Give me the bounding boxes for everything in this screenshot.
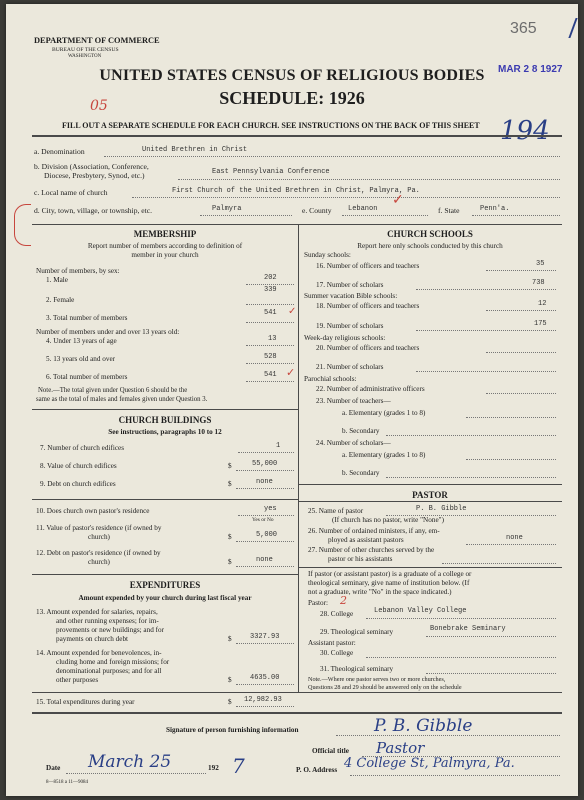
q7-label: 7. Number of church edifices — [40, 444, 125, 452]
q24-label: 24. Number of scholars— — [316, 439, 391, 447]
po-address-value: 4 College St, Palmyra, Pa. — [344, 756, 515, 771]
form-subtitle: SCHEDULE: 1926 — [219, 88, 365, 108]
q27-label: 27. Number of other churches served by the — [308, 546, 435, 554]
division-label-2: Diocese, Presbytery, Synod, etc.) — [44, 171, 145, 180]
q10-label: 10. Does church own pastor's residence — [36, 507, 150, 515]
date-label: Date — [46, 764, 61, 772]
q25-value: P. B. Gibble — [416, 505, 467, 513]
extra-value: 339 — [264, 286, 277, 294]
form-number: 8—8518 a 11—9084 — [46, 780, 89, 785]
pastor-info-3: not a graduate, write "No" in the space indicated.) — [308, 588, 452, 596]
pastor-title: PASTOR — [412, 490, 448, 500]
q19-value: 175 — [534, 320, 547, 328]
age-heading: Number of members under and over 13 years old: — [36, 328, 180, 336]
q30-label: 30. College — [320, 649, 354, 657]
q31-label: 31. Theological seminary — [320, 665, 394, 673]
sunday-heading: Sunday schools: — [304, 251, 351, 259]
instruction-line: FILL OUT A SEPARATE SCHEDULE FOR EACH CHURCH. SEE INSTRUCTIONS ON THE BACK OF THIS SHEET — [62, 121, 480, 130]
buildings-title: CHURCH BUILDINGS — [118, 415, 212, 425]
q13-label: 13. Amount expended for salaries, repairs, — [36, 608, 158, 616]
red-bracket-mark — [14, 204, 31, 246]
form-title: UNITED STATES CENSUS OF RELIGIOUS BODIES — [99, 67, 485, 84]
q27-label-2: pastor or his assistants — [328, 555, 393, 563]
po-address-label: P. O. Address — [296, 766, 338, 774]
q13-label-2: and other running expenses; for im- — [56, 617, 159, 625]
city-label: WASHINGTON — [68, 54, 102, 59]
q16-value: 35 — [536, 260, 545, 268]
pastor-info: If pastor (or assistant pastor) is a graduate of a college or — [308, 570, 472, 578]
summer-heading: Summer vacation Bible schools: — [304, 292, 398, 300]
q10-value: yes — [264, 505, 277, 513]
q12-label: 12. Debt on pastor's residence (if owned by — [36, 549, 161, 557]
q18-value: 12 — [538, 300, 547, 308]
check-mark-icon — [560, 18, 577, 38]
q17-label: 17. Number of scholars — [316, 281, 384, 289]
official-title-label: Official title — [312, 747, 349, 755]
signature-value: P. B. Gibble — [374, 716, 473, 736]
expenditures-title: EXPENDITURES — [129, 580, 201, 590]
buildings-sub: See instructions, paragraphs 10 to 12 — [108, 428, 222, 436]
bureau-label: BUREAU OF THE CENSUS — [52, 47, 119, 53]
city-value: Palmyra — [212, 205, 242, 213]
expenditures-sub: Amount expended by your church during last fiscal year — [78, 594, 252, 602]
q22-label: 22. Number of administrative officers — [316, 385, 425, 393]
membership-intro: Report number of members according to definition of — [87, 242, 243, 250]
signature-label: Signature of person furnishing information — [166, 726, 299, 734]
year-handwritten: 7 — [232, 754, 245, 778]
q13-label-3: provements or new buildings; and for — [56, 626, 164, 634]
q8-label: 8. Value of church edifices — [40, 462, 117, 470]
q17-value: 738 — [532, 279, 545, 287]
q28-label: 28. College — [320, 610, 354, 618]
department-label: DEPARTMENT OF COMMERCE — [34, 36, 160, 45]
q14-value: 4635.00 — [250, 674, 280, 682]
q14-label-4: other purposes — [56, 676, 99, 684]
stamp-date: MAR 2 8 1927 — [498, 64, 563, 75]
q8-dollar: $ — [228, 462, 232, 470]
schools-sub: Report here only schools conducted by this church — [357, 242, 503, 250]
q3-label: 3. Total number of members — [46, 314, 128, 322]
q13-label-4: payments on church debt — [56, 635, 129, 643]
county-value: Lebanon — [348, 205, 378, 213]
division-label: b. Division (Association, Conference, — [34, 162, 149, 171]
q2-value: 541 — [264, 309, 277, 317]
q25-note: (If church has no pastor, write "None") — [332, 516, 444, 524]
handwritten-05: 05 — [90, 98, 108, 114]
sex-heading: Number of members, by sex: — [36, 267, 120, 275]
pastor-red-mark: 2 — [340, 594, 347, 607]
q12-value: none — [256, 556, 273, 564]
q23b-label: b. Secondary — [342, 427, 380, 435]
q24a-label: a. Elementary (grades 1 to 8) — [342, 451, 426, 459]
q28-value: Lebanon Valley College — [374, 607, 467, 615]
q5-label: 5. 13 years old and over — [46, 355, 116, 363]
q26-label: 26. Number of ordained ministers, if any, em- — [308, 527, 440, 535]
q26-value: none — [506, 534, 523, 542]
q9-value: none — [256, 478, 273, 486]
q4-value: 13 — [268, 335, 277, 343]
pastor-note-2: Questions 28 and 29 should be answered only on the schedule — [308, 684, 462, 691]
q15-dollar: $ — [228, 698, 232, 706]
weekday-heading: Week-day religious schools: — [304, 334, 386, 342]
city-label: d. City, town, village, or township, etc. — [34, 206, 153, 215]
q29-label: 29. Theological seminary — [320, 628, 394, 636]
q16-label: 16. Number of officers and teachers — [316, 262, 420, 270]
q8-value: 55,000 — [252, 460, 278, 468]
q15-value: 12,982.93 — [244, 696, 282, 704]
membership-intro-2: member in your church — [131, 251, 199, 259]
q21-label: 21. Number of scholars — [316, 363, 384, 371]
denomination-value: United Brethren in Christ — [142, 146, 248, 154]
q29-value: Bonebrake Seminary — [430, 625, 506, 633]
membership-note: Note.—The total given under Question 6 should be the — [38, 387, 188, 394]
q4-label: 4. Under 13 years of age — [46, 337, 117, 345]
denomination-label: a. Denomination — [34, 147, 85, 156]
q15-label: 15. Total expenditures during year — [36, 698, 135, 706]
red-check-icon: ✓ — [392, 193, 404, 208]
q12-label-2: church) — [88, 558, 110, 566]
county-label: e. County — [302, 206, 332, 215]
q26-label-2: ployed as assistant pastors — [328, 536, 404, 544]
q24b-label: b. Secondary — [342, 469, 380, 477]
red-check-icon-2: ✓ — [288, 306, 297, 317]
pastor-sub-label: Pastor: — [308, 599, 328, 607]
membership-note-2: same as the total of males and females given under Question 3. — [36, 396, 208, 403]
q13-value: 3327.93 — [250, 633, 280, 641]
q18-label: 18. Number of officers and teachers — [316, 302, 420, 310]
q14-label: 14. Amount expended for benevolences, in- — [36, 649, 162, 657]
yes-no-note: Yes or No — [252, 517, 274, 523]
church-name-label: c. Local name of church — [34, 188, 108, 197]
q14-dollar: $ — [228, 676, 232, 684]
q1-label: 1. Male — [46, 276, 68, 284]
q9-dollar: $ — [228, 480, 232, 488]
q11-dollar: $ — [228, 533, 232, 541]
q5-value: 528 — [264, 353, 277, 361]
division-value: East Pennsylvania Conference — [212, 168, 330, 176]
pastor-note: Note.—Where one pastor serves two or more churches, — [308, 676, 446, 683]
parochial-heading: Parochial schools: — [304, 375, 357, 383]
q1-value: 202 — [264, 274, 277, 282]
red-check-icon-3: ✓ — [286, 367, 296, 379]
q14-label-2: cluding home and foreign missions; for — [56, 658, 170, 666]
q6-label: 6. Total number of members — [46, 373, 128, 381]
official-title-value: Pastor — [376, 739, 425, 757]
state-label: f. State — [438, 206, 460, 215]
q23a-label: a. Elementary (grades 1 to 8) — [342, 409, 426, 417]
q20-label: 20. Number of officers and teachers — [316, 344, 420, 352]
q12-dollar: $ — [228, 558, 232, 566]
church-name-value: First Church of the United Brethren in Christ, Palmyra, Pa. — [172, 187, 420, 195]
q7-value: 1 — [276, 442, 281, 450]
q6-value: 541 — [264, 371, 277, 379]
assistant-heading: Assistant pastor: — [308, 639, 356, 647]
stamp-number: 365 — [510, 20, 537, 37]
q19-label: 19. Number of scholars — [316, 322, 384, 330]
q11-value: 5,000 — [256, 531, 278, 539]
q13-dollar: $ — [228, 635, 232, 643]
schedule-sheet — [6, 4, 578, 796]
date-value: March 25 — [88, 752, 172, 772]
q9-label: 9. Debt on church edifices — [40, 480, 116, 488]
q14-label-3: denominational purposes; and for all — [56, 667, 162, 675]
state-value: Penn'a. — [480, 205, 510, 213]
q23-label: 23. Number of teachers— — [316, 397, 391, 405]
schools-title: CHURCH SCHOOLS — [387, 229, 473, 239]
q2-label: 2. Female — [46, 296, 75, 304]
handwritten-194: 194 — [500, 116, 550, 146]
q11-label: 11. Value of pastor's residence (if owned by — [36, 524, 162, 532]
q25-label: 25. Name of pastor — [308, 507, 364, 515]
pastor-info-2: theological seminary, give name of institution below. (If — [308, 579, 470, 587]
membership-title: MEMBERSHIP — [133, 229, 197, 239]
year-prefix: 192 — [208, 764, 219, 772]
q11-label-2: church) — [88, 533, 110, 541]
